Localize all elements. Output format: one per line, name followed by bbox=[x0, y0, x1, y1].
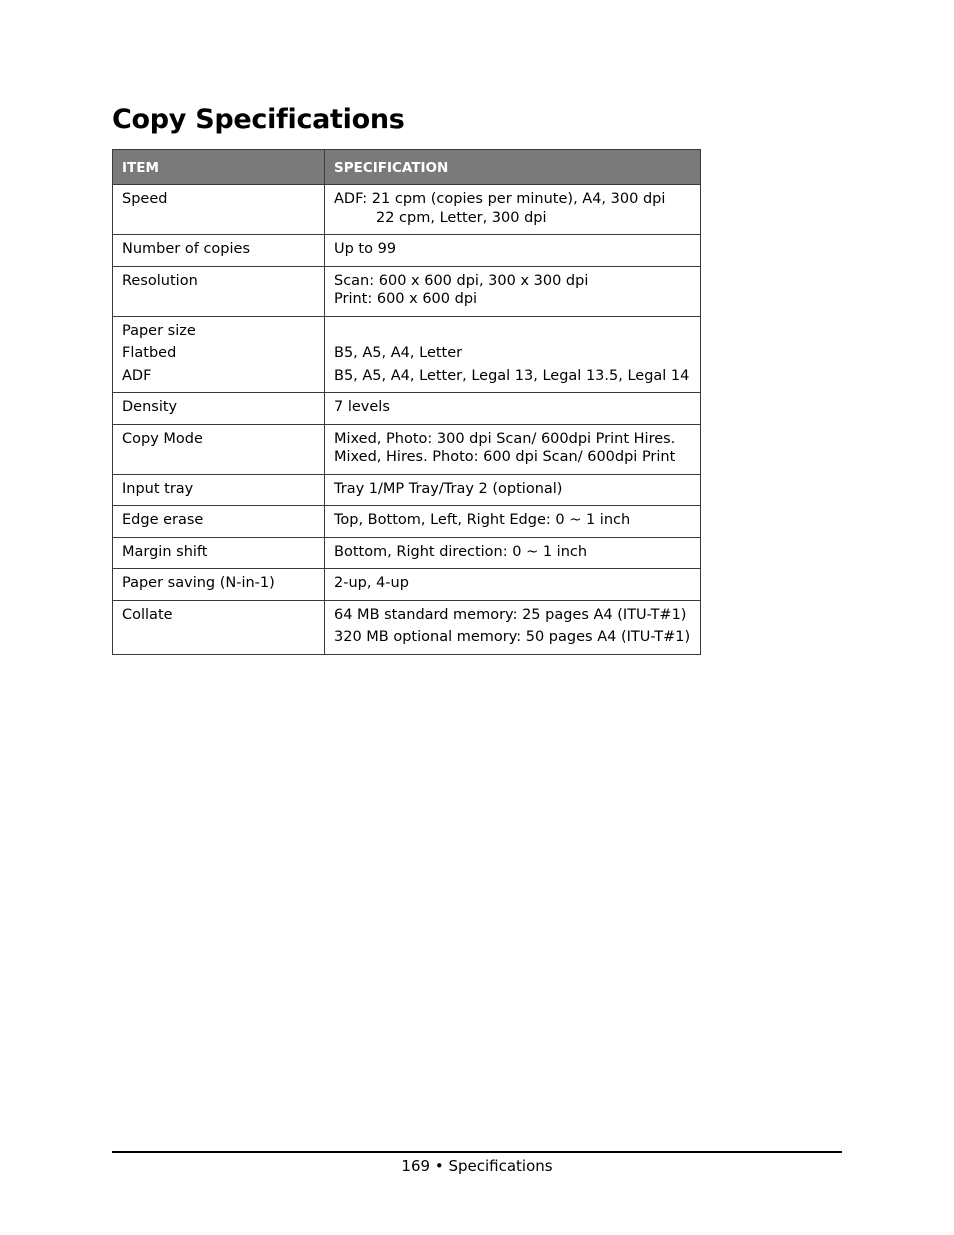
table-row bbox=[113, 316, 701, 393]
table-header-row bbox=[113, 150, 701, 185]
spec-cell bbox=[325, 316, 701, 393]
spec-cell bbox=[325, 393, 701, 425]
spec-text: 7 levels bbox=[334, 399, 390, 415]
spec-text: Bottom, Right direction: 0 ~ 1 inch bbox=[334, 543, 588, 560]
footer-divider bbox=[112, 1151, 842, 1153]
item-cell bbox=[113, 235, 325, 267]
spec-cell bbox=[325, 424, 701, 474]
item-cell bbox=[113, 266, 325, 316]
header-item: ITEM bbox=[113, 150, 325, 185]
spec-text: ADF: 21 cpm (copies per minute), A4, 300 dpi bbox=[334, 191, 666, 207]
spec-text: 320 MB optional memory: 50 pages A4 (ITU-T#1) bbox=[334, 629, 691, 645]
spec-text: Mixed, Photo: 300 dpi Scan/ 600dpi Print Hires. Mixed, Hires. Photo: 600 dpi Scan/ 600dpi Print bbox=[334, 430, 676, 465]
spec-text: B5, A5, A4, Letter bbox=[334, 345, 463, 361]
spec-text: Tray 1/MP Tray/Tray 2 (optional) bbox=[334, 480, 563, 497]
item-label: Margin shift bbox=[122, 543, 208, 560]
spec-text: Scan: 600 x 600 dpi, 300 x 300 dpi bbox=[334, 272, 589, 289]
spec-text: 64 MB standard memory: 25 pages A4 (ITU-T#1) bbox=[334, 606, 687, 623]
table-row bbox=[113, 266, 701, 316]
item-cell bbox=[113, 185, 325, 235]
spec-cell bbox=[325, 569, 701, 601]
item-label: Paper saving (N-in-1) bbox=[122, 575, 275, 591]
item-cell bbox=[113, 316, 325, 393]
page-number: 169 bbox=[401, 1157, 431, 1175]
table-row bbox=[113, 474, 701, 506]
page-footer bbox=[112, 1156, 842, 1176]
item-cell bbox=[113, 393, 325, 425]
spec-cell bbox=[325, 185, 701, 235]
spec-cell bbox=[325, 600, 701, 654]
item-cell bbox=[113, 506, 325, 538]
spec-text: Top, Bottom, Left, Right Edge: 0 ~ 1 inch bbox=[334, 512, 631, 528]
item-label: Input tray bbox=[122, 480, 194, 497]
footer-section: Specifications bbox=[448, 1157, 553, 1175]
spec-cell bbox=[325, 266, 701, 316]
item-cell bbox=[113, 424, 325, 474]
table-row bbox=[113, 569, 701, 601]
item-label: Copy Mode bbox=[122, 430, 203, 447]
table-row bbox=[113, 506, 701, 538]
item-label: Collate bbox=[122, 606, 173, 623]
item-label: Density bbox=[122, 399, 178, 415]
table-row bbox=[113, 185, 701, 235]
spec-cell bbox=[325, 537, 701, 569]
item-cell bbox=[113, 569, 325, 601]
item-label: Flatbed bbox=[122, 345, 177, 361]
footer-separator: • bbox=[434, 1157, 444, 1175]
spec-text: B5, A5, A4, Letter, Legal 13, Legal 13.5, Legal 14 bbox=[334, 367, 690, 384]
spec-text: 2-up, 4-up bbox=[334, 575, 409, 591]
table-row bbox=[113, 235, 701, 267]
copy-specifications-table bbox=[112, 149, 701, 655]
spec-text: 22 cpm, Letter, 300 dpi bbox=[376, 209, 547, 226]
spec-text bbox=[334, 322, 691, 341]
item-label: Edge erase bbox=[122, 512, 204, 528]
table-row bbox=[113, 424, 701, 474]
item-label: Number of copies bbox=[122, 241, 250, 257]
header-specification: SPECIFICATION bbox=[325, 150, 701, 185]
table-row bbox=[113, 537, 701, 569]
page-title: Copy Specifications bbox=[112, 104, 405, 135]
spec-text: Print: 600 x 600 dpi bbox=[334, 291, 478, 307]
spec-cell bbox=[325, 474, 701, 506]
table-row bbox=[113, 393, 701, 425]
item-label: Resolution bbox=[122, 272, 198, 289]
item-cell bbox=[113, 474, 325, 506]
item-label: Paper size bbox=[122, 322, 196, 339]
item-cell bbox=[113, 537, 325, 569]
table-row bbox=[113, 600, 701, 654]
item-label: Speed bbox=[122, 191, 168, 207]
item-label: ADF bbox=[122, 367, 152, 384]
spec-cell bbox=[325, 235, 701, 267]
spec-cell bbox=[325, 506, 701, 538]
spec-text: Up to 99 bbox=[334, 241, 397, 257]
item-cell bbox=[113, 600, 325, 654]
